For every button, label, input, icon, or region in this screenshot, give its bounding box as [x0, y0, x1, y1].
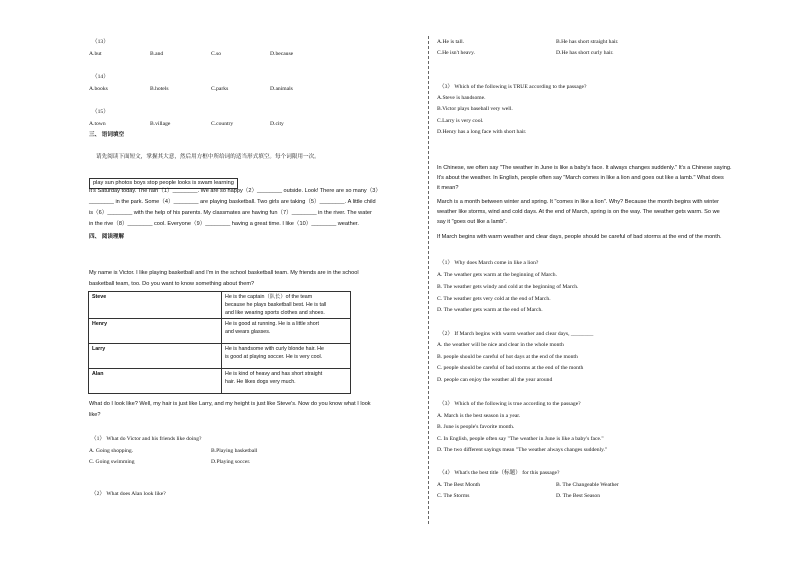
q14-option-d: D.animals [270, 86, 293, 92]
reading-question-2: （2） What does Alan look like? [91, 491, 166, 497]
fill-line: in the rive（8）________ cool. Everyone（9）________ having a great time. I like（10）________ weather. [89, 221, 359, 227]
p2-option: D. people can enjoy the weather all the year around [437, 377, 553, 383]
p3-option: C. In English, people often say "The weather in June is like a baby's face." [437, 436, 604, 442]
r1-option-d: D.Playing soccer. [211, 459, 251, 465]
passage-line: say it "goes out like a lamb". [437, 219, 507, 225]
friends-table [88, 291, 351, 394]
fill-line: ________ in the park. Some（4）________ are playing basketball. Two girls are taking（5）________. A little child [89, 199, 376, 205]
friend-name: Steve [89, 292, 222, 319]
desc-line: He is good at running. He is a little short [225, 321, 319, 327]
desc-line: because he plays basketball best. He is tall [225, 302, 327, 308]
r1-option-a: A. Going shopping. [89, 448, 134, 454]
r2-option-c: C.He isn't heavy. [437, 50, 475, 56]
p1-option: B. The weather gets windy and cold at the beginning of March. [437, 284, 579, 290]
desc-line: and wears glasses. [225, 329, 271, 335]
section-3-instructions: 请先阅读下面短文，掌握其大意，然后用方框中所给词的适当形式填空。每个词限用一次。 [96, 154, 320, 160]
table-row [89, 369, 351, 394]
p1-option: C. The weather gets very cold at the end of March. [437, 296, 551, 302]
passage-line: It's about the weather. In English, people often say "March comes in like a lion and goes out like a lamb." What does [437, 175, 724, 181]
friend-name: Alan [89, 369, 222, 394]
q15-option-c: C.country [211, 121, 234, 127]
intro-line: basketball team, too. Do you want to know something about them? [89, 281, 255, 287]
q13-option-b: B.and [150, 51, 164, 57]
r3-option: B.Victor plays baseball very well. [437, 106, 513, 112]
p4-option-c: C. The Storms [437, 493, 470, 499]
r1-option-b: B.Playing basketball [211, 448, 258, 454]
p4-option-a: A. The Best Month [437, 482, 481, 488]
desc-line: is good at playing soccer. He is very cool. [225, 354, 323, 360]
q13-option-a: A.but [89, 51, 102, 57]
p2-option: A. the weather will be nice and clear in the whole month [437, 342, 564, 348]
question-14-number: （14） [92, 74, 109, 80]
passage-line: it mean? [437, 185, 459, 191]
q15-option-b: B.village [150, 121, 171, 127]
section-4-title: 四、 阅读理解 [89, 234, 125, 240]
q15-option-a: A.town [89, 121, 106, 127]
p3-option: D. The two different sayings mean "The weather always changes suddenly." [437, 447, 608, 453]
word-box: play sun photos boys stop people looks is swam learning [89, 178, 238, 189]
reading-question-1: （1） What do Victor and his friends like doing? [91, 436, 202, 442]
desc-line: and like wearing sports clothes and shoes. [225, 310, 325, 316]
reading-question-3: （3） Which of the following is TRUE according to the passage? [439, 84, 587, 90]
desc-line: He is handsome with curly blonde hair. He [225, 346, 324, 352]
fill-line: It's Saturday today. The rain（1）________. We are so happy（2）________ outside. Look! There are so many（3） [89, 188, 382, 194]
r2-option-d: D.He has short curly hair. [556, 50, 614, 56]
friend-name: Henry [89, 319, 222, 344]
passage-line: In Chinese, we often say "The weather in June is like a baby's face. It always changes suddenly." It's a Chinese saying. [437, 165, 732, 171]
p1-option: D. The weather gets warm at the end of March. [437, 307, 543, 313]
p4-option-b: B. The Changeable Weather [556, 482, 619, 488]
friend-description [222, 319, 351, 344]
q14-option-a: A.books [89, 86, 108, 92]
intro-line: My name is Victor. I like playing basketball and I'm in the school basketball team. My friends are in the school [89, 270, 359, 276]
desc-line: hair. He likes dogs very much. [225, 379, 296, 385]
p4-option-d: D. The Best Season [556, 493, 601, 499]
passage-question-2: （2） If March begins with warm weather and clear days, ________ [439, 331, 594, 337]
passage-question-1: （1） Why does March come in like a lion? [439, 260, 539, 266]
table-row [89, 344, 351, 369]
passage-question-4: （4） What's the best title（标题） for this passage? [439, 470, 560, 476]
r2-option-a: A.He is tall. [437, 39, 465, 45]
friend-description [222, 369, 351, 394]
friend-name: Larry [89, 344, 222, 369]
p1-option: A. The weather gets warm at the beginning of March. [437, 272, 557, 278]
passage-line: weather like storms, wind and cold days. At the end of March, spring is on the way. The weather gets warm. So we [437, 209, 720, 215]
column-divider [428, 36, 429, 524]
r3-option: C.Larry is very cool. [437, 118, 484, 124]
section-3-title: 三、 语词填空 [89, 132, 125, 138]
question-15-number: （15） [92, 109, 109, 115]
desc-line: He is kind of heavy and has short straight [225, 371, 323, 377]
question-13-number: （13） [92, 39, 109, 45]
q13-option-d: D.because [270, 51, 294, 57]
table-row [89, 319, 351, 344]
fill-line: is（6）________ with the help of his parents. My classmates are having fun（7）________ in the river. The water [89, 210, 372, 216]
r2-option-b: B.He has short straight hair. [556, 39, 619, 45]
after-table-line: like? [89, 412, 101, 418]
after-table-line: What do I look like? Well, my hair is just like Larry, and my height is just like Steve's. Now do you know what I look [89, 401, 371, 407]
q14-option-c: C.parks [211, 86, 229, 92]
table-row [89, 292, 351, 319]
q14-option-b: B.hotels [150, 86, 169, 92]
passage-question-3: （3） Which of the following is true according to the passage? [439, 401, 581, 407]
friend-description [222, 292, 351, 319]
q13-option-c: C.so [211, 51, 222, 57]
p3-option: B. June is people's favorite month. [437, 424, 515, 430]
passage-line: If March begins with warm weather and clear days, people should be careful of bad storms at the end of the month. [437, 234, 722, 240]
r3-option: D.Henry has a long face with short hair. [437, 129, 527, 135]
p2-option: B. people should be careful of hot days at the end of the month [437, 354, 578, 360]
p2-option: C. people should be careful of bad storms at the end of the month [437, 365, 584, 371]
r3-option: A.Steve is handsome. [437, 95, 486, 101]
r1-option-c: C. Going swimming [89, 459, 135, 465]
p3-option: A. March is the best season in a year. [437, 413, 521, 419]
friend-description [222, 344, 351, 369]
q15-option-d: D.city [270, 121, 284, 127]
passage-line: March is a month between winter and spring. It "comes in like a lion". Why? Because the month begins with winter [437, 199, 719, 205]
desc-line: He is the captain（队长）of the team [225, 294, 313, 300]
